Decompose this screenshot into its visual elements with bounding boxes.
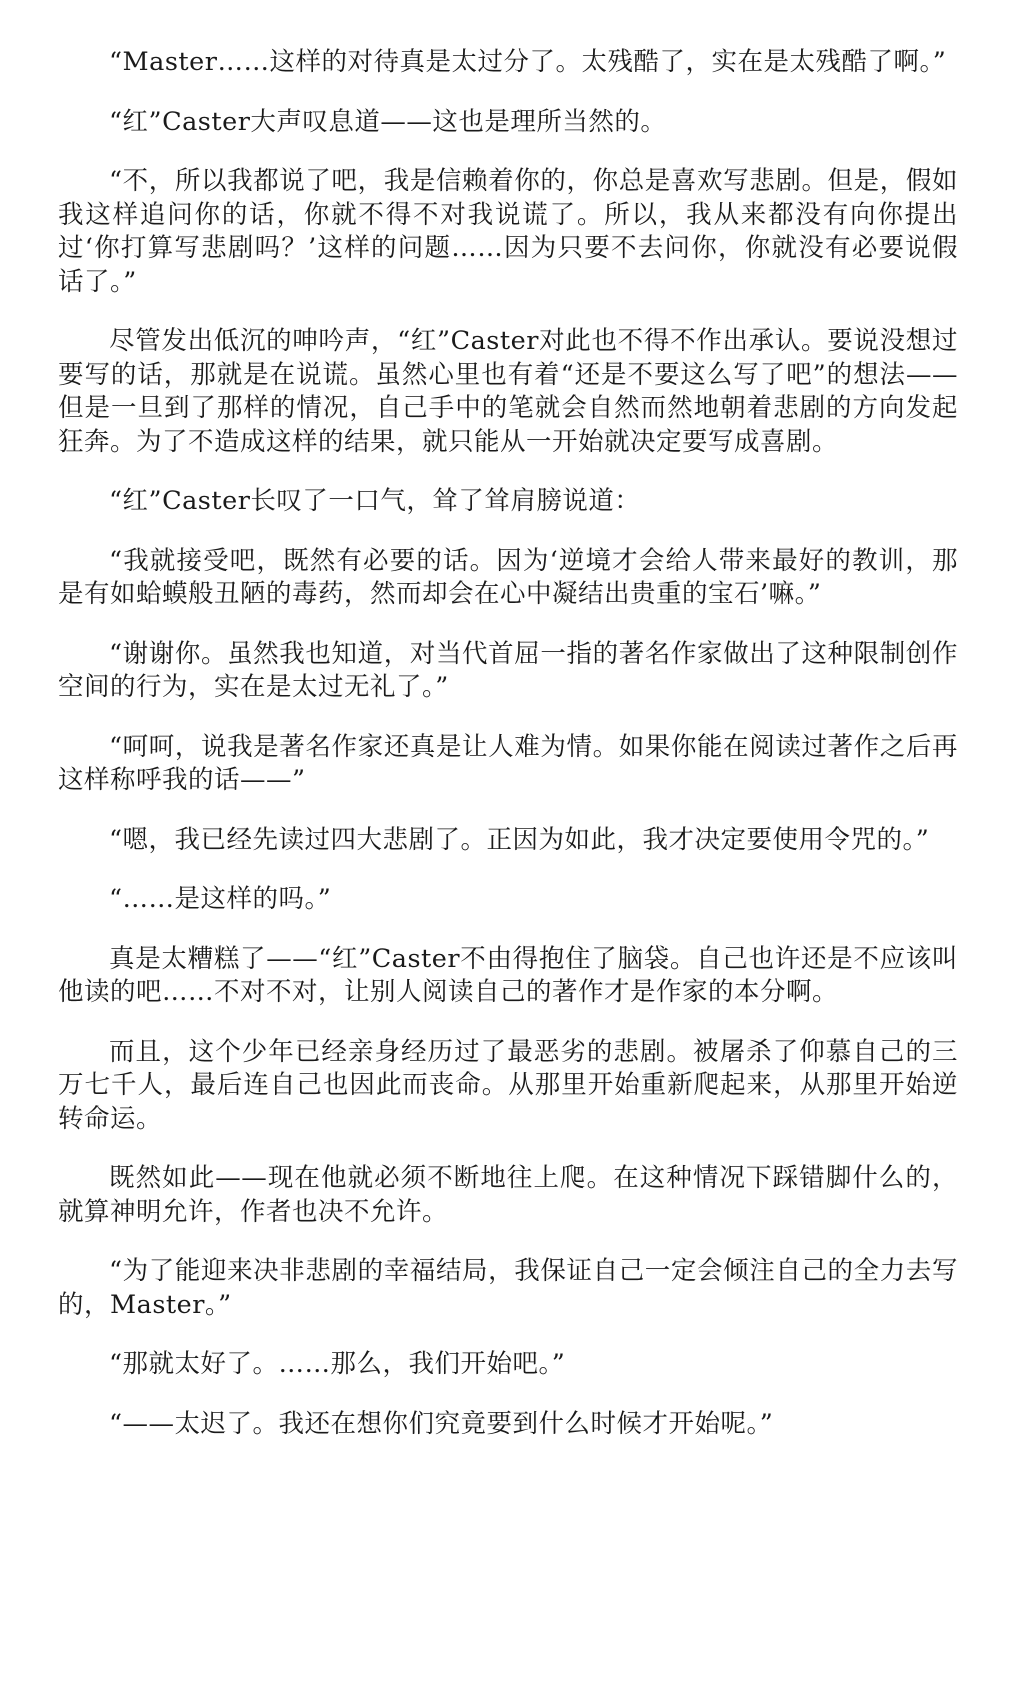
novel-page xyxy=(58,46,958,1467)
paragraph: “嗯，我已经先读过四大悲剧了。正因为如此，我才决定要使用令咒的。” xyxy=(109,824,930,855)
paragraph: “那就太好了。……那么，我们开始吧。” xyxy=(109,1349,566,1379)
paragraph: “红”Caster大声叹息道——这也是理所当然的。 xyxy=(109,106,667,137)
paragraph: “Master……这样的对待真是太过分了。太残酷了，实在是太残酷了啊。” xyxy=(109,47,947,77)
paragraph: “谢谢你。虽然我也知道，对当代首屈一指的著名作家做出了这种限制创作空间的行为，实在是太过无礼了。” xyxy=(58,638,958,702)
paragraph: “红”Caster长叹了一口气，耸了耸肩膀说道： xyxy=(109,486,641,516)
paragraph: “呵呵，说我是著名作家还真是让人难为情。如果你能在阅读过著作之后再这样称呼我的话——” xyxy=(58,731,958,795)
paragraph: “为了能迎来决非悲剧的幸福结局，我保证自己一定会倾注自己的全力去写的，Master。” xyxy=(58,1256,958,1320)
paragraph: “……是这样的吗。” xyxy=(109,884,332,914)
paragraph: 而且，这个少年已经亲身经历过了最恶劣的悲剧。被屠杀了仰慕自己的三万七千人，最后连自己也因此而丧命。从那里开始重新爬起来，从那里开始逆转命运。 xyxy=(58,1036,958,1134)
paragraph: “——太迟了。我还在想你们究竟要到什么时候才开始呢。” xyxy=(109,1408,774,1439)
paragraph: “不，所以我都说了吧，我是信赖着你的，你总是喜欢写悲剧。但是，假如我这样追问你的话，你就不得不对我说谎了。所以，我从来都没有向你提出过‘你打算写悲剧吗？’这样的问题……因为只要不去问你，你就没有必要说假话了。” xyxy=(58,166,958,297)
paragraph: 既然如此——现在他就必须不断地往上爬。在这种情况下踩错脚什么的，就算神明允许，作者也决不允许。 xyxy=(58,1163,958,1227)
paragraph: 真是太糟糕了——“红”Caster不由得抱住了脑袋。自己也许还是不应该叫他读的吧……不对不对，让别人阅读自己的著作才是作家的本分啊。 xyxy=(58,943,958,1007)
paragraph: “我就接受吧，既然有必要的话。因为‘逆境才会给人带来最好的教训，那是有如蛤蟆般丑陋的毒药，然而却会在心中凝结出贵重的宝石’嘛。” xyxy=(58,545,958,609)
paragraph: 尽管发出低沉的呻吟声，“红”Caster对此也不得不作出承认。要说没想过要写的话，那就是在说谎。虽然心里也有着“还是不要这么写了吧”的想法——但是一旦到了那样的情况，自己手中的笔就会自然而然地朝着悲剧的方向发起狂奔。为了不造成这样的结果，就只能从一开始就决定要写成喜剧。 xyxy=(58,326,958,457)
